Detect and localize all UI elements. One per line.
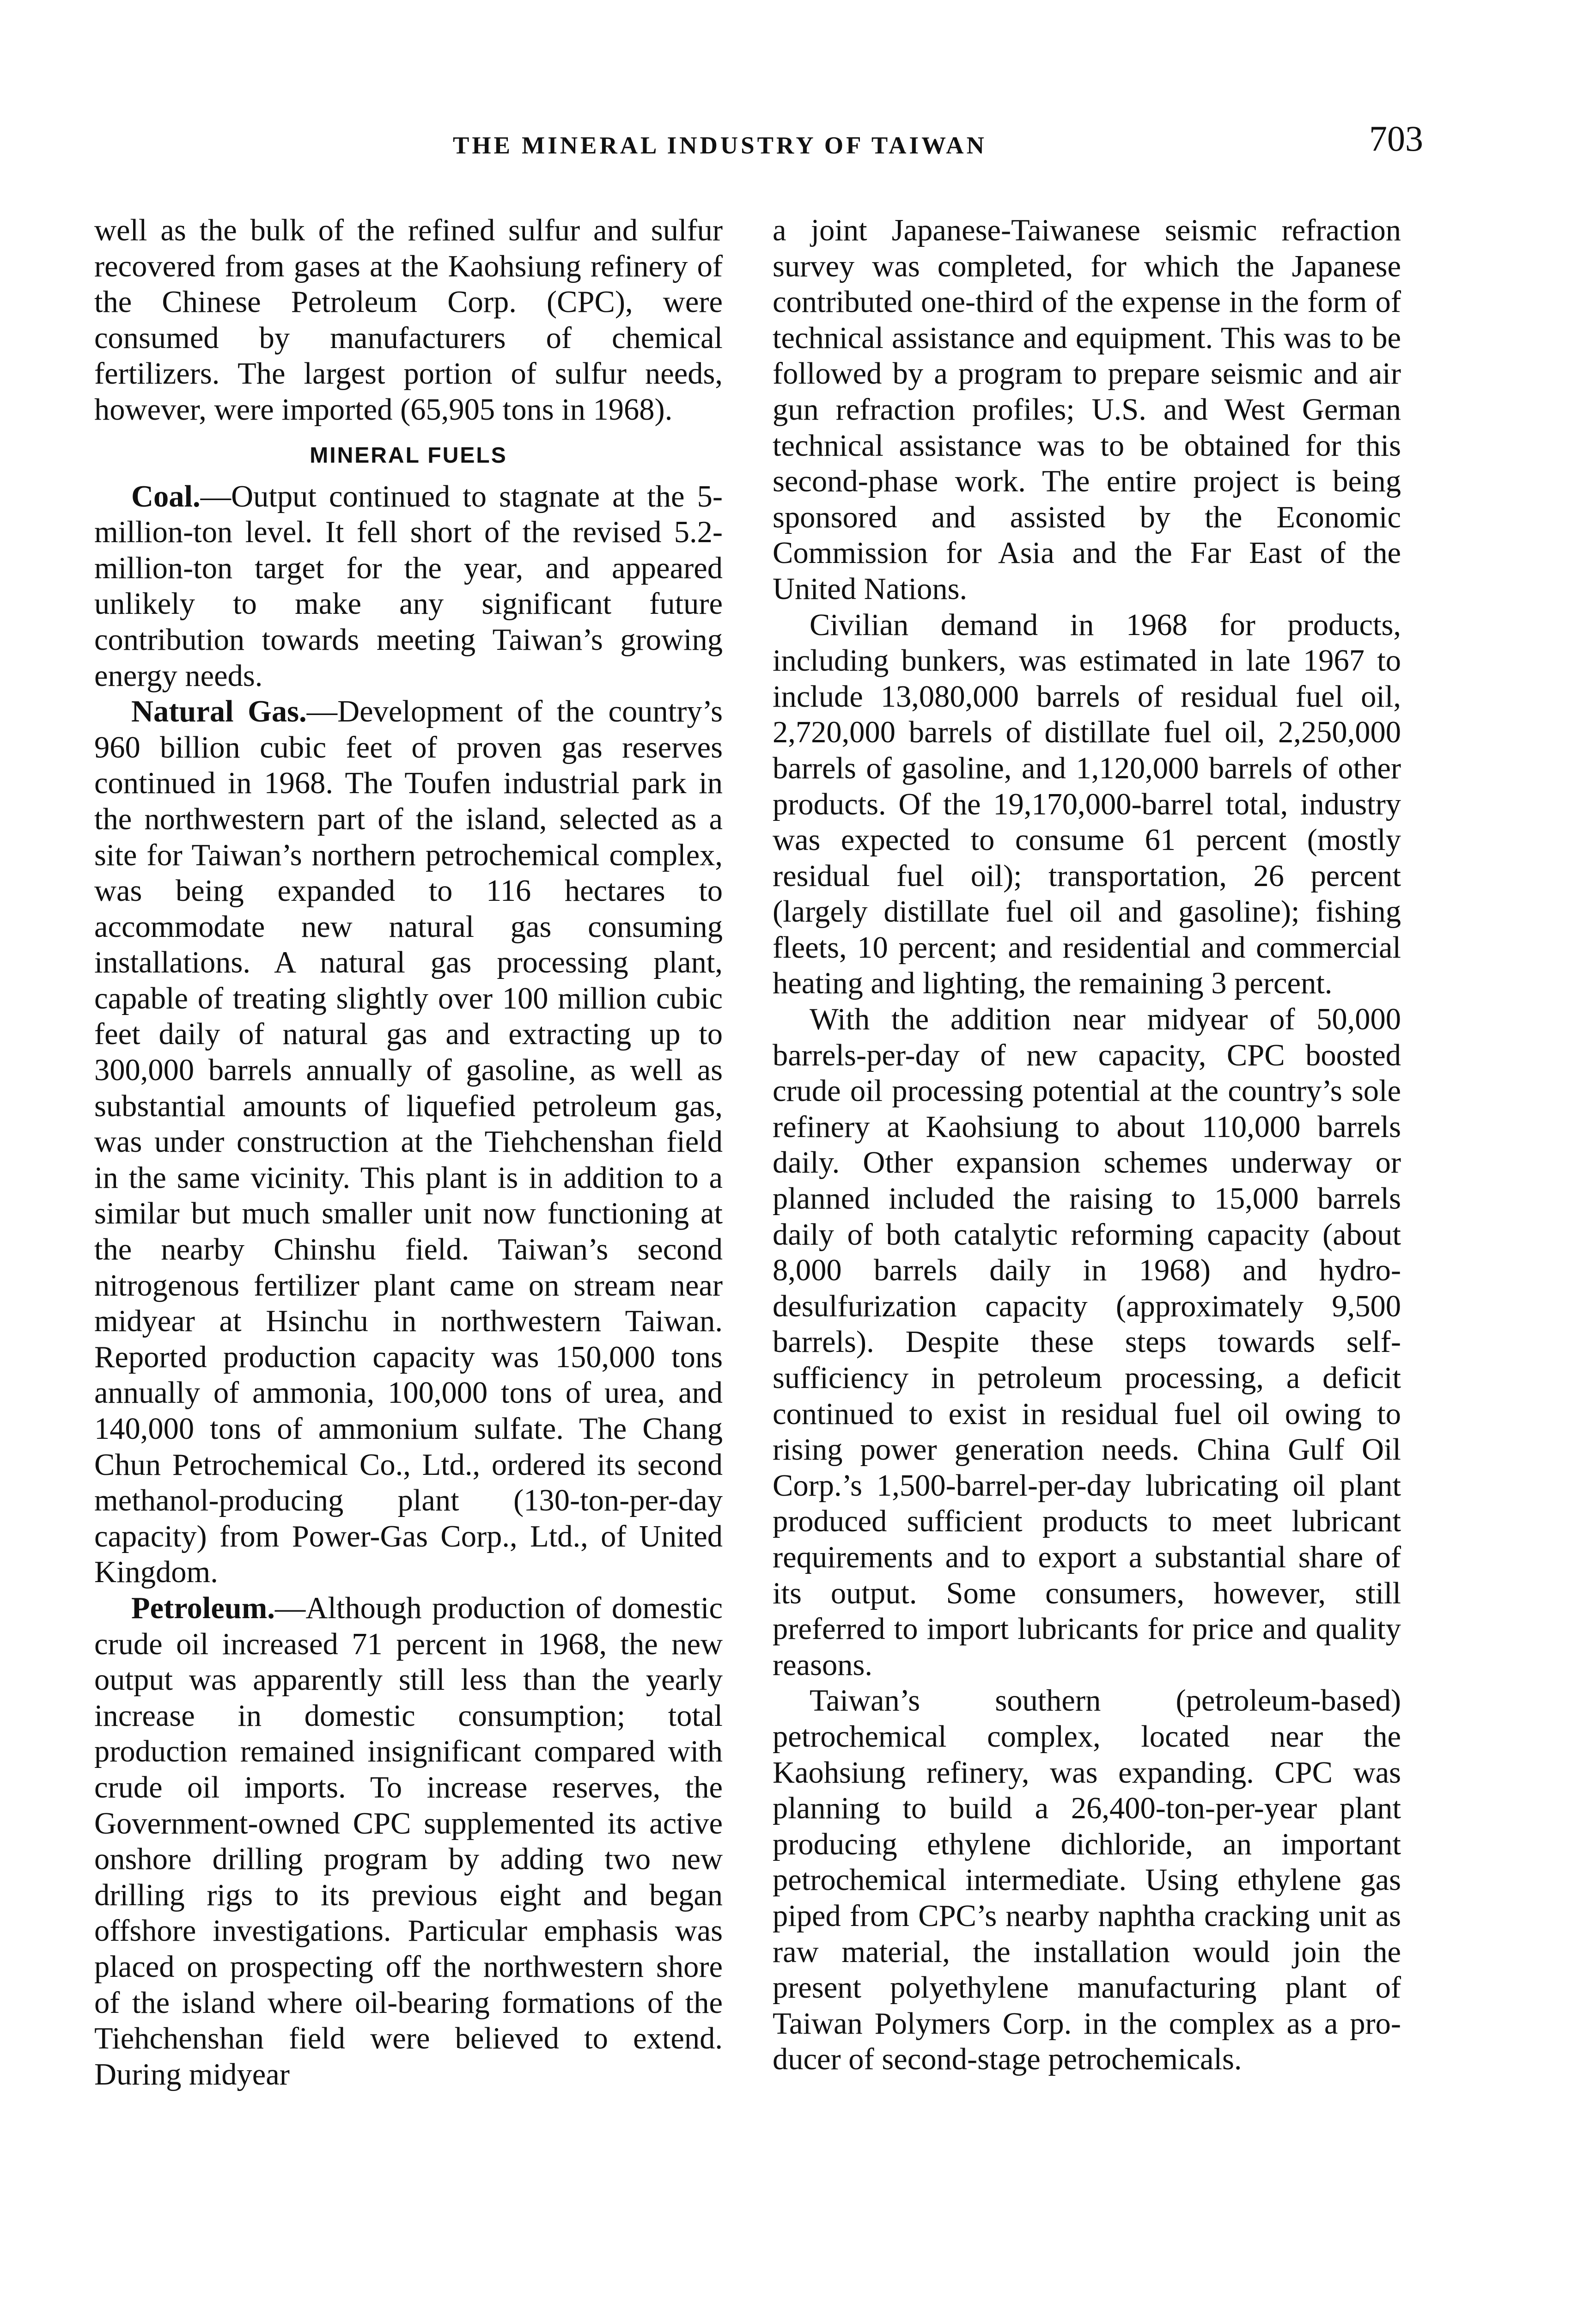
section-heading-mineral-fuels: MINERAL FUELS [310, 443, 507, 468]
paragraph-natural-gas [94, 694, 723, 1590]
paragraph-sulfur-continued: well as the bulk of the refined sulfur and sulfur recovered from gases at the Kaohsiung refinery of the Chinese Petroleum Corp. (CPC), were consumed by manufacturers of chemical fertilizers. The largest portion of sulfur needs, however, were imported (65,905 tons in 1968). [94, 214, 723, 427]
right-column [773, 213, 1401, 2078]
run-in-heading-petroleum: Petroleum. [131, 1591, 275, 1625]
petroleum-text: —Although production of domestic crude oil increased 71 percent in 1968, the new output was apparently still less than the yearly increase in domestic consumption; total production remained insignificant compared with crude oil imports. To increase reserves, the Government-owned CPC supplemented its active onshore drilling program by adding two new drilling rigs to its previous eight and began offshore investigations. Particular emphasis was placed on prospecting off the northwestern shore of the island where oil-bearing formations of the Tiehchenshan field were believed to extend. During midyear [94, 1591, 723, 2091]
left-column [94, 213, 723, 2092]
paragraph-refinery-capacity: With the addition near midyear of 50,000 barrels-per-day of new capacity, CPC boosted crude oil processing potential at the country’s sole refinery at Kaohsiung to about 110,000 barrels daily. Other expansion schemes underway or planned included the raising to 15,000 barrels daily of both catalytic reforming capacity (about 8,000 barrels daily in 1968) and hydrodesulfurization capacity (approximately 9,500 barrels). Despite these steps towards self-sufficiency in petroleum processing, a deficit continued to exist in residual fuel oil owing to rising power generation needs. China Gulf Oil Corp.’s 1,500-barrel-per-day lubricating oil plant produced sufficient products to meet lubricant requirements and to export a substantial share of its output. Some consumers, however, still preferred to import lubricants for price and quality reasons. [773, 1003, 1401, 1682]
natural-gas-text: —Development of the country’s 960 billion cubic feet of proven gas reserves continued in 1968. The Toufen industrial park in the northwestern part of the island, selected as a site for Taiwan’s northern petrochemical complex, was being expanded to 116 hectares to accommodate new natural gas consuming installations. A natural gas processing plant, capable of treating slightly over 100 million cubic feet daily of natural gas and extracting up to 300,000 barrels annually of gasoline, as well as substantial amounts of liquefied petroleum gas, was under construction at the Tiehchenshan field in the same vicinity. This plant is in addition to a similar but much smaller unit now functioning at the nearby Chinshu field. Taiwan’s second nitrogenous fertilizer plant came on stream near midyear at Hsinchu in northwestern Taiwan. Reported production capacity was 150,000 tons annually of ammonia, 100,000 tons of urea, and 140,000 tons of ammonium sulfate. The Chang Chun Petrochemical Co., Ltd., ordered its second methanol-producing plant (130-ton-per-day capacity) from Power-Gas Corp., Ltd., of United Kingdom. [94, 695, 723, 1590]
paragraph-petroleum [94, 1590, 723, 2092]
paragraph-civilian-demand: Civilian demand in 1968 for products, including bunkers, was estimated in late 1967 to include 13,080,000 barrels of residual fuel oil, 2,720,000 barrels of distillate fuel oil, 2,250,000 barrels of gasoline, and 1,120,000 barrels of other products. Of the 19,170,000-barrel total, industry was expected to consume 61 percent (mostly residual fuel oil); transportation, 26 percent (largely distillate fuel oil and gasoline); fishing fleets, 10 percent; and residential and commercial heating and lighting, the remaining 3 percent. [773, 608, 1401, 1001]
paragraph-seismic-survey: a joint Japanese-Taiwanese seismic refraction survey was completed, for which the Japanese contributed one-third of the expense in the form of technical assistance and equipment. This was to be followed by a program to prepare seismic and air gun refraction profiles; U.S. and West German technical assistance was to be obtained for this second-phase work. The entire project is being sponsored and assisted by the Economic Commission for Asia and the Far East of the United Nations. [773, 214, 1401, 606]
coal-text: —Output continued to stagnate at the 5-million-ton level. It fell short of the revised 5.2-million-ton target for the year, and appeared unlikely to make any significant future contribution towards meeting Taiwan’s growing energy needs. [94, 479, 723, 693]
running-header [92, 118, 1423, 159]
run-in-heading-coal: Coal. [131, 479, 201, 514]
running-title: THE MINERAL INDUSTRY OF TAIWAN [453, 132, 987, 159]
page-number: 703 [1369, 118, 1423, 159]
paragraph-coal [94, 479, 723, 694]
run-in-heading-natural-gas: Natural Gas. [131, 695, 307, 729]
paragraph-petrochemical-complex: Taiwan’s southern (petroleum-based) petrochemical complex, located near the Kaohsiung refinery, was expanding. CPC was planning to build a 26,400-ton-per-year plant producing ethylene dichloride, an important petrochemical intermediate. Using ethylene gas piped from CPC’s nearby naphtha cracking unit as raw material, the installation would join the present polyethylene manufacturing plant of Taiwan Polymers Corp. in the complex as a producer of second-stage petrochemicals. [773, 1684, 1401, 2077]
